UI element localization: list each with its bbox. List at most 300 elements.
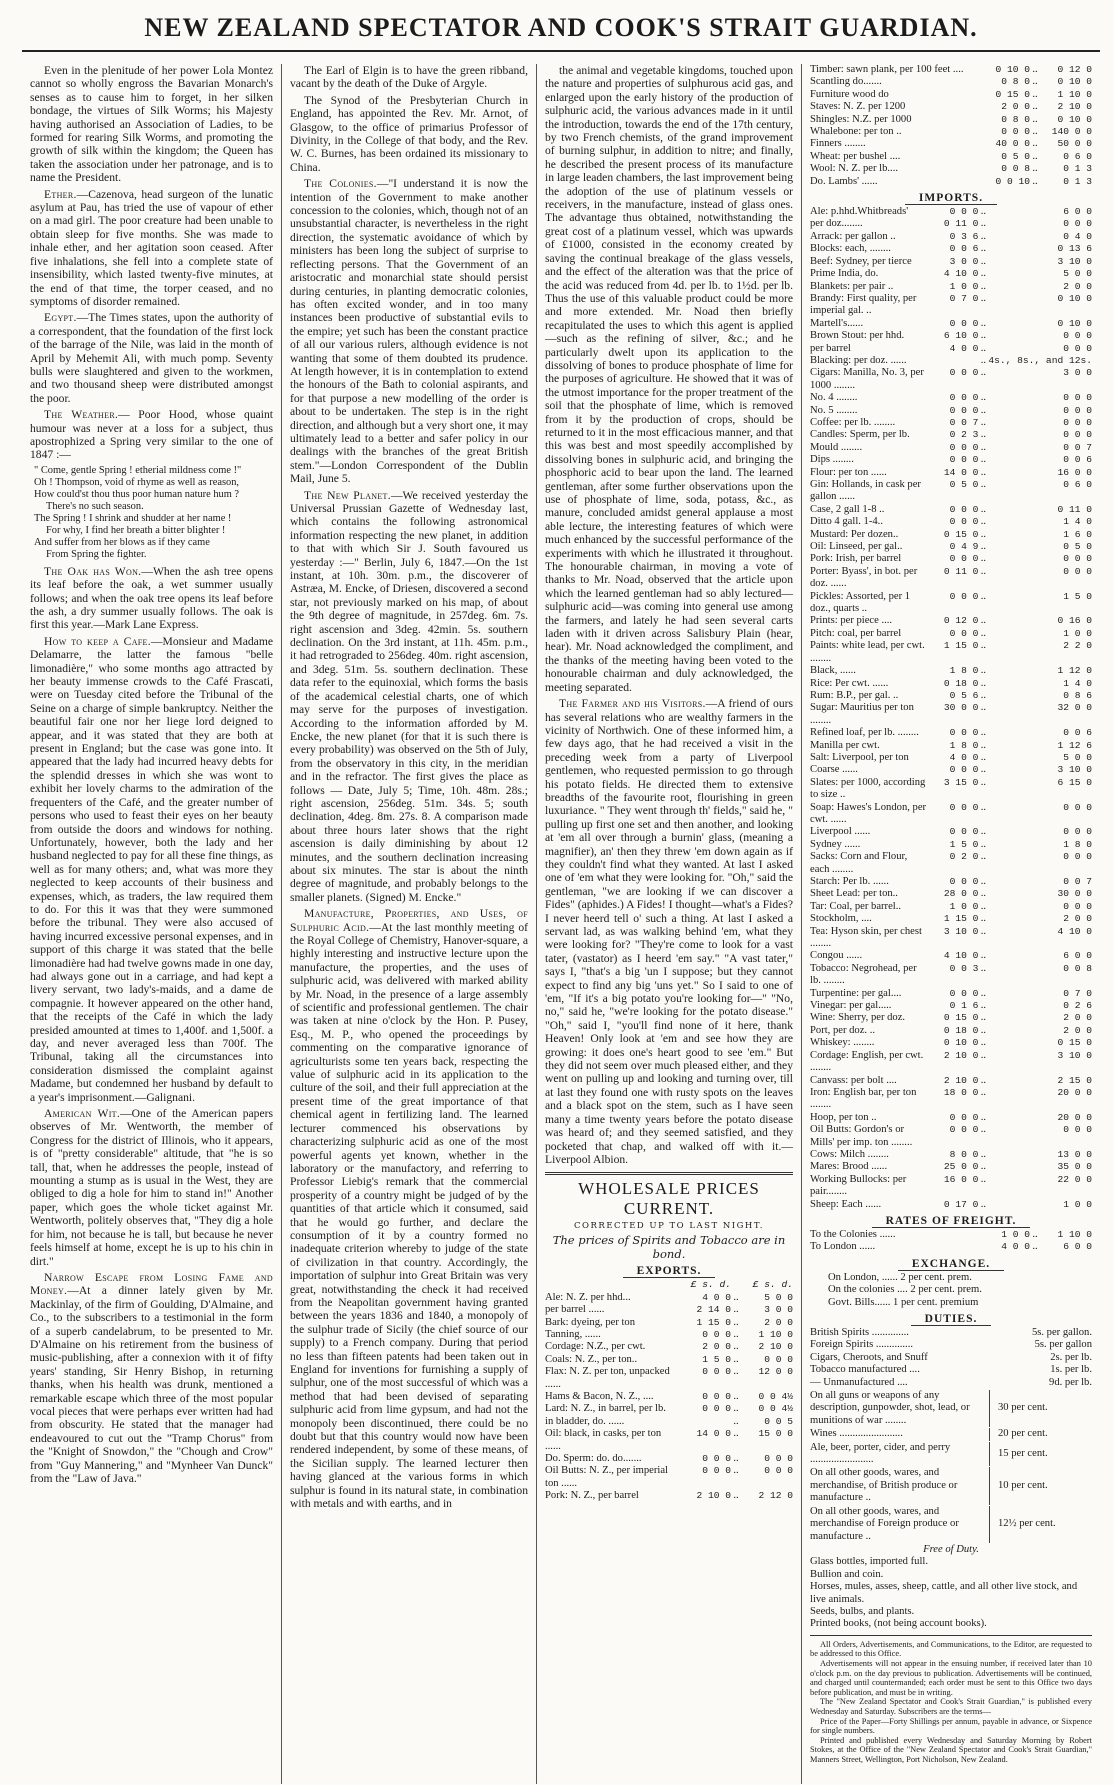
duty-block-text: Ale, beer, porter, cider, and perry ........................ xyxy=(810,1442,990,1467)
price-separator: .. xyxy=(980,751,986,763)
price-high: 6 0 0 xyxy=(1063,950,1092,962)
price-high: 1 0 0 xyxy=(1063,627,1092,639)
price-item-name: Oil Butts: Gordon's or Mills' per imp. ton ........ xyxy=(810,1124,913,1148)
duties-list xyxy=(810,1327,1092,1389)
import-row xyxy=(810,1037,1092,1049)
article-synod: The Synod of the Presbyterian Church in England, has appointed the Rev. Mr. Arnot, of Glasgow, to the office of primarius Professor of Divinity, in the College of that body, and the Rev. W. C. Burnes, has been ordained its missionary to China. xyxy=(290,93,528,174)
import-row xyxy=(810,343,1092,355)
price-item-name: Cordage: N.Z., per cwt. xyxy=(545,1341,646,1353)
freight-heading-text: RATES OF FREIGHT. xyxy=(872,1215,1031,1228)
duty-block-text: On all other goods, wares, and merchandise, of British produce or manufacture .. xyxy=(810,1467,990,1504)
export-row xyxy=(810,138,1092,150)
price-separator: .. xyxy=(980,962,986,974)
import-row xyxy=(810,405,1092,417)
price-low: 6 10 0 xyxy=(943,330,979,342)
price-separator: .. xyxy=(980,913,986,925)
price-high: 20 0 0 xyxy=(1057,1086,1092,1098)
import-row xyxy=(810,553,1092,565)
price-low: 0 5 0 xyxy=(949,479,979,490)
price-separator: .. xyxy=(980,565,986,577)
price-high: 4 10 0 xyxy=(1057,925,1092,937)
price-high: 3 0 0 xyxy=(1063,367,1092,379)
article-elgin: The Earl of Elgin is to have the green ribband, vacant by the death of the Duke of Argyle. xyxy=(290,64,528,91)
price-high: 0 0 0 xyxy=(1063,218,1092,230)
price-low: 1 8 0 xyxy=(949,665,979,677)
price-item-name: Wheat: per bushel .... xyxy=(810,150,901,162)
price-separator: .. xyxy=(980,1012,986,1024)
article-cafe-text: —Monsieur and Madame Delamarre, the latter the famous "belle limonadière," who some months ago attracted by her beauty immense crowds to the Café Frascati, were on Tuesday cited before the Tribunal of the Seine on a charge of simple bankruptcy. Neither the beautiful fair one nor her liege lord deigned to appear, and it was stated that they are both at present in England; but the case was gone into. It appeared that the lady had incurred heavy debts for the splendid dresses in which she was wont to exhibit her lovely charms to the admiration of the frequenters of the Café, and the greater number of persons who used to feast their eyes on her beauty from outside the doors and windows for nothing. Unfortunately, however, both the lady and her husband neglected to pay for all these fine things, as well as for many others; and, what was more they neglected to keep accounts of their business and expenses, which, as traders, the law required them to do. For this it was that they were summoned before the tribunal. They were also accused of having incurred excessive personal expenses, and in support of this charge it was stated that the belle limonadière had had twelve gowns made in one day, had always gone out in a carriage, and had kept a livery servant, two lady's-maids, and a dame de compagnie. It however appeared on the other hand, that the receipts of the Café in which the lady presided amounted at times to 1,400f. and 1,500f. a day, and never averaged less than 700f. The Tribunal, taking all the circumstances into consideration dismissed the complaint against Madame, but condemned her husband by default to a year's imprisonment.—Galignani. xyxy=(30,634,273,1104)
article-manu-lead: Manufacture, Properties, and Uses, of Sulphuric Acid. xyxy=(290,907,528,934)
export-row xyxy=(810,114,1092,126)
price-item-name: Paints: white lead, per cwt. ........ xyxy=(810,640,925,664)
price-high: 0 0 0 xyxy=(1063,429,1092,441)
price-item-name: Flour: per ton ...... xyxy=(810,466,887,478)
price-item-name: Ditto 4 gall. 1-4.. xyxy=(810,516,883,528)
price-high: 6 0 0 xyxy=(1063,1241,1092,1253)
price-separator: .. xyxy=(1032,1241,1038,1253)
price-high: 5 0 0 xyxy=(764,1291,793,1303)
price-separator: .. xyxy=(733,1390,739,1402)
price-separator: .. xyxy=(980,255,986,267)
import-row xyxy=(810,591,1092,616)
price-low: 0 4 9 xyxy=(949,541,979,553)
price-separator: .. xyxy=(980,739,986,751)
duty-item: Cigars, Cheroots, and Snuff xyxy=(810,1351,928,1363)
article-oak-text: —When the ash tree opens its leaf before the oak, a wet summer usually follows; and when the oak tree opens its leaf before the ash, a dry summer usually follows. The oak is first this year.—Mark Lane Express. xyxy=(30,564,273,632)
free-item: Glass bottles, imported full. xyxy=(810,1556,928,1568)
price-low: 0 5 6 xyxy=(949,689,979,701)
price-low: 0 0 0 xyxy=(702,1390,731,1402)
columns xyxy=(22,64,1100,1784)
price-low: 0 0 0 xyxy=(949,317,979,329)
export-row xyxy=(545,1329,793,1341)
article-cafe-lead: How to keep a Cafe. xyxy=(44,634,151,648)
duties-heading xyxy=(810,1313,1092,1325)
price-high: 0 11 0 xyxy=(1057,503,1092,515)
price-item-name: Case, 2 gall 1-8 .. xyxy=(810,503,885,515)
price-high: 2 0 0 xyxy=(1063,280,1092,292)
price-low: 1 5 0 xyxy=(949,838,979,850)
price-high: 6 0 0 xyxy=(1063,206,1092,218)
price-low xyxy=(679,1416,731,1428)
price-low: 0 0 0 xyxy=(949,404,979,416)
price-high: 50 0 0 xyxy=(1057,138,1092,150)
price-separator: .. xyxy=(980,553,986,565)
import-row xyxy=(810,243,1092,255)
price-high: 6 15 0 xyxy=(1057,776,1092,788)
export-row xyxy=(810,76,1092,88)
import-row xyxy=(810,950,1092,962)
duty-row xyxy=(810,1377,1092,1389)
price-low: 0 0 0 xyxy=(949,727,979,739)
article-ether-lead: Ether. xyxy=(44,187,77,201)
lsd-blank xyxy=(545,1279,679,1291)
price-item-name: Hams & Bacon, N. Z., .... xyxy=(545,1390,654,1402)
price-item-name: Furniture wood do xyxy=(810,88,889,100)
price-high: 32 0 0 xyxy=(1057,702,1092,714)
price-high: 0 0 4½ xyxy=(758,1390,793,1402)
import-row xyxy=(810,293,1092,318)
duty-block-rate: 15 per cent. xyxy=(998,1447,1048,1459)
duty-rate: 5s. per gallon. xyxy=(1031,1327,1092,1338)
price-item-name: Bark: dyeing, per ton xyxy=(545,1316,636,1328)
price-low: 1 15 0 xyxy=(943,913,979,925)
price-separator: .. xyxy=(980,776,986,788)
import-row xyxy=(810,926,1092,951)
price-low: 4 0 0 xyxy=(1001,1241,1030,1253)
duty-row xyxy=(810,1339,1092,1351)
article-egypt-lead: Egypt. xyxy=(44,311,77,325)
duty-rate: 2s. per lb. xyxy=(1050,1351,1092,1363)
price-low: 0 0 0 xyxy=(949,801,979,813)
duty-item: British Spirits .............. xyxy=(810,1327,909,1338)
freight-table xyxy=(810,1229,1092,1254)
price-low: 0 0 8 xyxy=(1001,163,1030,175)
exchange-item: On the colonies .... 2 per cent. prem. xyxy=(828,1284,982,1296)
price-separator: .. xyxy=(733,1428,739,1440)
price-low: 4 0 0 xyxy=(949,342,979,354)
price-separator: .. xyxy=(980,987,986,999)
price-item-name: Tobacco: Negrohead, per lb. ........ xyxy=(810,962,917,987)
exchange-list xyxy=(828,1272,1092,1309)
price-item-name: Oil Butts: N. Z., per imperial ton ...... xyxy=(545,1465,668,1489)
price-low: 0 17 0 xyxy=(943,1198,979,1210)
price-high: 0 0 0 xyxy=(1063,342,1092,354)
price-separator: .. xyxy=(733,1490,739,1502)
price-high: 0 12 0 xyxy=(1057,64,1092,75)
import-row xyxy=(810,1199,1092,1211)
price-separator: .. xyxy=(1032,150,1038,162)
price-high: 0 10 0 xyxy=(1057,317,1092,329)
import-row xyxy=(810,802,1092,827)
import-row xyxy=(810,777,1092,802)
price-item-name: Hoop, per ton .. xyxy=(810,1111,877,1123)
duties-heading-text: DUTIES. xyxy=(911,1313,992,1326)
price-high: 1 12 0 xyxy=(1057,665,1092,677)
import-row xyxy=(810,678,1092,690)
freight-heading xyxy=(810,1215,1092,1227)
import-row xyxy=(810,640,1092,665)
import-row xyxy=(810,206,1092,218)
price-item-name: Timber: sawn plank, per 100 feet .... xyxy=(810,64,964,75)
export-row xyxy=(545,1453,793,1465)
article-farmer xyxy=(545,697,793,1166)
price-high: 0 15 0 xyxy=(1057,1037,1092,1049)
price-low: 0 0 0 xyxy=(949,876,979,887)
price-item-name: Finners ........ xyxy=(810,138,866,150)
price-low: 0 10 0 xyxy=(995,64,1030,75)
price-low: 0 5 0 xyxy=(1001,150,1030,162)
exports-heading xyxy=(545,1265,793,1277)
lsd-header-row xyxy=(545,1279,793,1291)
price-item-name: Stockholm, .... xyxy=(810,913,872,925)
lsd-sep xyxy=(731,1279,741,1291)
price-high: 0 0 0 xyxy=(1063,851,1092,863)
price-high: 22 0 0 xyxy=(1057,1173,1092,1185)
price-separator: .. xyxy=(980,479,986,490)
price-separator: .. xyxy=(980,1000,986,1012)
wholesale-note: The prices of Spirits and Tobacco are in bond. xyxy=(552,1233,786,1262)
price-low: 0 0 0 xyxy=(949,206,979,218)
poem-line: For why, I find her breath a bitter blighter ! xyxy=(46,524,226,536)
price-high: 0 0 6 xyxy=(1063,454,1092,466)
price-item-name: Rice: Per cwt. ...... xyxy=(810,677,889,689)
price-low: 14 0 0 xyxy=(943,466,979,478)
duty-row xyxy=(810,1352,1092,1364)
price-high: 0 0 0 xyxy=(1063,801,1092,813)
price-low: 1 15 0 xyxy=(696,1316,731,1328)
price-separator: .. xyxy=(980,1198,986,1210)
freight-rows xyxy=(810,1229,1092,1254)
price-low: 25 0 0 xyxy=(943,1161,979,1173)
price-low: 8 0 0 xyxy=(949,1148,979,1160)
price-low: 18 0 0 xyxy=(943,1086,979,1098)
price-item-name: Tanning, ...... xyxy=(545,1328,601,1340)
price-item-name: Manilla per cwt. xyxy=(810,739,880,751)
price-separator: .. xyxy=(980,292,986,304)
price-separator: .. xyxy=(733,1316,739,1328)
price-low: 0 0 0 xyxy=(949,987,979,999)
price-high: 0 13 6 xyxy=(1057,243,1092,255)
price-high: 0 0 0 xyxy=(1063,392,1092,404)
price-separator: .. xyxy=(980,1161,986,1173)
price-item-name: Coarse ...... xyxy=(810,764,858,776)
notice-para: The "New Zealand Spectator and Cook's Strait Guardian," is published every Wednesday and Saturday. Subscribers are the terms— xyxy=(810,1697,1092,1716)
price-item-name: Oil: Linseed, per gal.. xyxy=(810,541,903,553)
price-separator: .. xyxy=(980,826,986,838)
price-item-name: Canvass: per bolt .... xyxy=(810,1074,897,1086)
duty-rate: 5s. per gallon xyxy=(1034,1339,1092,1351)
price-item-name: Pork: N. Z., per barrel xyxy=(545,1490,639,1502)
import-row xyxy=(810,392,1092,404)
price-item-name: Arrack: per gallon .. xyxy=(810,230,896,242)
price-high: 0 0 7 xyxy=(1063,441,1092,453)
price-separator: .. xyxy=(980,1024,986,1036)
export-row xyxy=(545,1403,793,1415)
price-high: 0 6 0 xyxy=(1063,479,1092,490)
price-low: 1 8 0 xyxy=(949,739,979,751)
article-wit-text: —One of the American papers observes of Mr. Wentworth, the member of Congress for the district of Illinois, who it appears, is of "pretty considerable" altitude, that "he is so tall, that, when he addresses the people, instead of mounting a stump as is usual in the West, they are obliged to dig a hole for him to stand in!" Another paper, which goes the whole ticket against Mr. Wentworth, politely observes that, "They dig a hole for him, not because he is tall, but because he never feels himself at home, except he is up to his chin in dirt." xyxy=(30,1107,274,1268)
duty-block-rate: 12½ per cent. xyxy=(998,1518,1056,1530)
price-high: 0 0 0 xyxy=(1063,330,1092,342)
import-row xyxy=(810,1012,1092,1024)
duty-block-rate: 20 per cent. xyxy=(998,1428,1048,1440)
import-row xyxy=(810,764,1092,776)
import-row xyxy=(810,1087,1092,1112)
article-ether xyxy=(30,188,273,309)
price-separator: .. xyxy=(980,702,986,714)
import-row xyxy=(810,839,1092,851)
price-separator: .. xyxy=(733,1328,739,1340)
duty-block xyxy=(810,1506,1092,1543)
price-high: 1 0 0 xyxy=(1063,1198,1092,1210)
price-separator: .. xyxy=(980,838,986,850)
price-item-name: Flax: N. Z. per ton, unpacked ...... xyxy=(545,1366,670,1390)
divider xyxy=(545,1172,793,1175)
price-low: 1 0 0 xyxy=(1001,1228,1030,1240)
import-row xyxy=(810,615,1092,627)
price-item-name: in bladder, do. ...... xyxy=(545,1415,625,1427)
price-separator: .. xyxy=(980,764,986,776)
import-row xyxy=(810,442,1092,454)
import-row xyxy=(810,826,1092,838)
price-low: 16 0 0 xyxy=(943,1173,979,1185)
duty-block xyxy=(810,1428,1092,1440)
free-of-duty-heading: Free of Duty. xyxy=(923,1543,979,1555)
price-separator: .. xyxy=(733,1304,739,1316)
price-item-name: Martell's...... xyxy=(810,317,864,329)
free-of-duty-list xyxy=(810,1556,1092,1630)
price-item-name: Staves: N. Z. per 1200 xyxy=(810,101,906,113)
price-separator: .. xyxy=(980,1074,986,1086)
price-low: 0 18 0 xyxy=(943,1024,979,1036)
price-separator: .. xyxy=(1032,126,1038,138)
price-high: 0 0 0 xyxy=(1063,553,1092,565)
price-separator: .. xyxy=(980,1148,986,1160)
price-separator: .. xyxy=(1032,101,1038,113)
export-row xyxy=(545,1391,793,1403)
price-low: 1 0 0 xyxy=(949,900,979,912)
price-separator: .. xyxy=(980,615,986,627)
exports-heading-text: EXPORTS. xyxy=(623,1265,716,1278)
import-row xyxy=(810,727,1092,739)
import-row xyxy=(810,913,1092,925)
price-high: 0 16 0 xyxy=(1057,615,1092,627)
price-low: 0 0 0 xyxy=(1001,126,1030,138)
article-wit-lead: American Wit. xyxy=(44,1107,121,1121)
price-item-name: Mould ........ xyxy=(810,441,863,453)
price-separator: .. xyxy=(733,1403,739,1415)
exports-cont-rows xyxy=(810,64,1092,188)
imports-rows xyxy=(810,206,1092,1211)
price-item-name: Cordage: English, per cwt. ........ xyxy=(810,1049,924,1074)
import-row xyxy=(810,690,1092,702)
price-low: 0 0 0 xyxy=(949,367,979,379)
price-low: 0 18 0 xyxy=(943,677,979,689)
import-row xyxy=(810,218,1092,230)
price-low: 0 0 0 xyxy=(702,1366,731,1378)
price-low: 0 0 0 xyxy=(949,454,979,466)
price-separator: .. xyxy=(980,404,986,416)
price-separator: .. xyxy=(980,416,986,428)
imports-table xyxy=(810,206,1092,1211)
price-low: 0 8 0 xyxy=(1001,76,1030,88)
export-row xyxy=(545,1465,793,1490)
price-item-name: Congou ...... xyxy=(810,950,863,962)
price-item-name: Starch: Per lb. ...... xyxy=(810,876,889,887)
poem-line: Oh ! Thompson, void of rhyme as well as reason, xyxy=(34,476,239,488)
price-low: 0 0 0 xyxy=(949,516,979,528)
free-item: Horses, mules, asses, sheep, cattle, and all other live stock, and live animals. xyxy=(810,1581,1078,1605)
article-colonies xyxy=(290,177,528,485)
price-high: 2 0 0 xyxy=(1063,1024,1092,1036)
price-low: 0 0 0 xyxy=(949,392,979,404)
price-item-name: Slates: per 1000, according to size .. xyxy=(810,776,926,801)
price-item-name: Refined loaf, per lb. ........ xyxy=(810,727,919,739)
price-item-name: Ale: p.hhd.Whitbreads' xyxy=(810,206,909,218)
price-low: 1 5 0 xyxy=(702,1353,731,1365)
price-item-name: Sydney ...... xyxy=(810,838,861,850)
price-separator: .. xyxy=(1032,163,1038,175)
price-low: 2 10 0 xyxy=(943,1074,979,1086)
price-item-name: To London ...... xyxy=(810,1241,876,1253)
price-high: 1 10 0 xyxy=(758,1328,793,1340)
exports-table xyxy=(545,1279,793,1502)
price-item-name: Cigars: Manilla, No. 3, per 1000 ........ xyxy=(810,367,924,391)
price-low: 0 0 3 xyxy=(949,962,979,974)
price-separator: .. xyxy=(980,876,986,887)
price-item-name: Shingles: N.Z. per 1000 xyxy=(810,113,912,125)
price-separator: .. xyxy=(733,1465,739,1477)
price-low: 0 0 0 xyxy=(949,826,979,838)
article-egypt xyxy=(30,311,273,405)
price-item-name: Liverpool ...... xyxy=(810,826,871,838)
poem-line: There's no such season. xyxy=(46,500,144,512)
price-separator: .. xyxy=(980,1124,986,1136)
article-planet-text: —We received yesterday the Universal Prussian Gazette of Wednesday last, which contains the following astronomical information respecting the new planet, in addition to that with which Sir J. South favoured us yesterday :—" Berlin, July 6, 1847.—On the 1st instant, at 10h. 30m. p.m., the discoverer of Astræa, M. Encke, of Driesen, discovered a second star, not previously marked on his map, of about the 9th degree of magnitude, in 257deg. 6m. 7s. right ascension and 3deg. 42min. 5s. southern declination. On the 3rd instant, at 11h. 45m. p.m., it had retrograded to 256deg. 40m. right ascension, and 3deg. 51m. 5s. southern declination. These data refer to the equinoxial, which forms the basis of the academical celestial charts, one of which may serve for the purposes of investigation. According to the information afforded by M. Encke, the new planet (for that it is such there is every probability) was observed on the 5th of July, from the observatory in this city, in the meridian and in the refractor. The first gives the place as follows — Date, July 5; Time, 10h. 48m. 28s.; right ascension, 256deg. 51m. 34s. 5; south declination, 4deg. 8m. 27s. 8. A comparison made about three hours later shows that the right ascension is daily diminishing by about 12 minutes, and the southern declination increasing about six minutes. The star is about the ninth degree of magnitude, and probably belongs to the smaller planets. (Signed) M. Encke." xyxy=(290,488,528,904)
price-separator: .. xyxy=(733,1415,739,1427)
article-colonies-lead: The Colonies. xyxy=(304,177,377,191)
price-separator: .. xyxy=(980,1086,986,1098)
imports-heading xyxy=(810,192,1092,204)
price-item-name: Port, per doz. .. xyxy=(810,1024,876,1036)
article-weather-lead: The Weather. xyxy=(44,408,119,422)
price-high: 0 0 0 xyxy=(1063,416,1092,428)
price-high: 0 0 0 xyxy=(1063,1124,1092,1136)
price-high: 0 0 4½ xyxy=(758,1403,793,1415)
article-farmer-lead: The Farmer and his Visitors. xyxy=(559,697,706,711)
wholesale-title: WHOLESALE PRICES CURRENT. xyxy=(578,1179,760,1219)
duty-block-text: Wines ........................ xyxy=(810,1428,990,1440)
price-low: 0 0 0 xyxy=(949,1111,979,1123)
price-high: 1 10 0 xyxy=(1057,1228,1092,1240)
price-low: 40 0 0 xyxy=(995,138,1030,150)
price-separator: .. xyxy=(733,1291,739,1303)
poem-hood xyxy=(34,465,273,561)
price-separator: .. xyxy=(1032,138,1038,150)
import-row xyxy=(810,702,1092,727)
price-item-name: No. 5 ........ xyxy=(810,404,858,416)
price-item-name: Beef: Sydney, per tierce xyxy=(810,255,912,267)
price-separator: .. xyxy=(980,367,986,379)
price-separator: .. xyxy=(980,801,986,813)
price-separator: .. xyxy=(980,851,986,863)
price-separator: .. xyxy=(980,317,986,329)
price-low: 0 0 0 xyxy=(949,627,979,639)
notice-para: All Orders, Advertisements, and Communications, to the Editor, are requested to be addressed to this Office. xyxy=(810,1639,1092,1659)
price-separator: .. xyxy=(980,354,986,366)
duty-item: — Unmanufactured .... xyxy=(810,1376,908,1388)
import-row xyxy=(810,851,1092,876)
export-row xyxy=(810,176,1092,188)
export-row xyxy=(810,64,1092,76)
price-low: 0 15 0 xyxy=(943,1012,979,1024)
import-row xyxy=(810,1075,1092,1087)
price-item-name: per barrel xyxy=(810,342,851,354)
price-item-name: Sheep: Each ...... xyxy=(810,1198,882,1210)
price-low: 0 0 6 xyxy=(949,243,979,255)
price-high: 0 10 0 xyxy=(1057,292,1092,304)
price-separator: .. xyxy=(980,268,986,280)
price-item-name: Sugar: Mauritius per ton ........ xyxy=(810,702,914,726)
exports-cont-table xyxy=(810,64,1092,188)
price-item-name: Do. Lambs' ...... xyxy=(810,175,878,187)
price-item-name: Black, ...... xyxy=(810,665,856,677)
duty-item: Foreign Spirits .............. xyxy=(810,1339,913,1351)
article-sulphuric-acid-cont: the animal and vegetable kingdoms, touched upon the nature and properties of sulphurous acid gas, and enlarged upon the early history of the production of sulphuric acid, the various advances made in it until the introduction, towards the end of the 17th century, by two French chemists, of the grand improvement of burning sulphur, in addition to nitre; and finally, he described the present process of its manufacture in large leaden chambers, the last improvement being the adoption of the use of platinum vessels or receivers, in the manufacture, instead of glass ones. The advantage thus obtained, notwithstanding the great cost of a platinum vessel, which was upwards of £1000, consisted in the economy created by saving the continual breakage of the glass vessels, and the effect of the alteration was that the price of the acid was reduced from 4d. per lb. to 1½d. per lb. Thus the use of this valuable product could be more and more extended. Mr. Noad then briefly recapitulated the uses to which this agent is applied—such as the refining of silver, &c.; and he particularly dwelt upon its application to the dissolving of bones to produce phosphate of lime for the purposes of agriculture. He showed that it was of the utmost importance for the proper treatment of the soil that the phosphate of lime, which is removed from it by the production of crops, should be returned to it in the most efficacious manner, and that this was best and most speedily accomplished by dissolving bones in sulphuric acid, and bringing the phosphoric acid to bear upon the land. The learned gentleman, after some further observations upon the use of phosphate of lime, soda, potass, &c., as manure, concluded amidst general applause a most able lecture, the interesting features of which were much enhanced by the successful performance of the experiments with which he illustrated it throughout. The honourable chairman, in moving a vote of thanks to Mr. Noad, observed that the article upon which the learned gentleman had so ably lectured—sulphuric acid—was coming into general use among the farmers, and lately he had seen several carts laden with it driven across Salisbury Plain (hear, hear). Mr. Noad acknowledged the compliment, and the thanks of the meeting having been voted to the honourable chairman and duly acknowledged, the meeting separated. xyxy=(545,64,793,694)
import-row xyxy=(810,1149,1092,1161)
price-item-name: Turpentine: per gal.... xyxy=(810,987,902,999)
